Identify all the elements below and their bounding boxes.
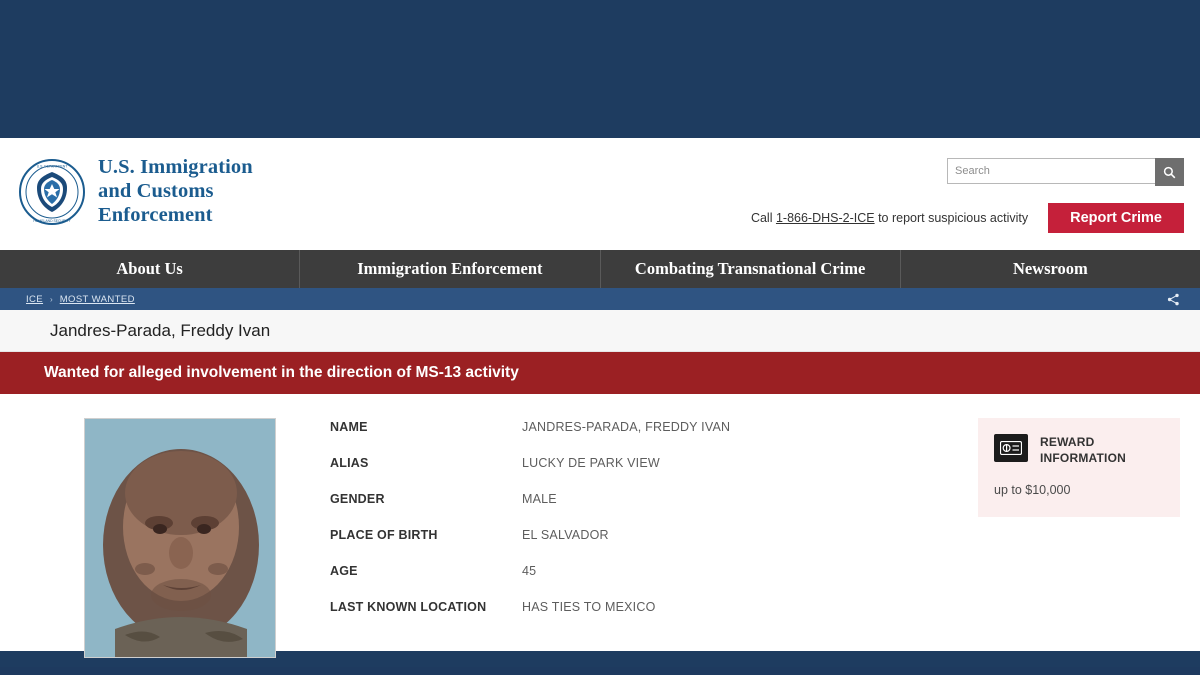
detail-value-gender: MALE <box>522 492 557 506</box>
tip-line-link[interactable]: 1-866-DHS-2-ICE <box>775 211 875 225</box>
wanted-person-photo <box>84 418 276 658</box>
brand-line-2: and Customs <box>98 179 214 202</box>
nav-item-immigration-enforcement[interactable]: Immigration Enforcement <box>300 250 600 288</box>
wanted-banner-text: Wanted for alleged involvement in the direction of MS-13 activity <box>44 364 519 381</box>
reward-title: REWARD INFORMATION <box>1040 435 1126 466</box>
money-bill-icon <box>994 434 1028 462</box>
detail-label-place-of-birth: PLACE OF BIRTH <box>330 528 438 542</box>
reward-panel <box>978 418 1180 517</box>
page-title-bar <box>0 310 1200 352</box>
search-box[interactable] <box>751 158 1184 186</box>
wanted-banner <box>0 352 1200 394</box>
brand-line-1: U.S. Immigration <box>98 156 253 178</box>
detail-label-last-known-location: LAST KNOWN LOCATION <box>330 600 487 614</box>
detail-label-age: AGE <box>330 564 358 578</box>
site-title <box>98 156 253 228</box>
detail-value-alias: LUCKY DE PARK VIEW <box>522 456 660 470</box>
breadcrumb-item-most-wanted[interactable]: MOST WANTED <box>59 293 135 305</box>
photo-container <box>0 394 276 651</box>
breadcrumb-item-ice[interactable]: ICE <box>26 293 44 305</box>
detail-label-name: NAME <box>330 420 368 434</box>
svg-text:HOMELAND SECURITY: HOMELAND SECURITY <box>33 218 71 223</box>
search-button[interactable] <box>1155 158 1184 186</box>
detail-value-age: 45 <box>522 564 537 578</box>
main-content <box>0 394 1200 651</box>
reward-amount: up to $10,000 <box>994 483 1071 498</box>
site-header <box>0 138 1200 250</box>
detail-row <box>330 528 1200 564</box>
contact-text <box>751 211 1028 225</box>
detail-value-name: JANDRES-PARADA, FREDDY IVAN <box>522 420 731 434</box>
detail-value-place-of-birth: EL SALVADOR <box>522 528 609 542</box>
detail-row <box>330 600 1200 636</box>
detail-row <box>330 564 1200 600</box>
page-title: Jandres-Parada, Freddy Ivan <box>50 320 271 340</box>
svg-text:U.S. DEPARTMENT: U.S. DEPARTMENT <box>36 164 68 169</box>
brand-line-3: Enforcement <box>98 203 213 226</box>
nav-item-newsroom[interactable]: Newsroom <box>1012 259 1088 278</box>
share-icon[interactable] <box>1167 293 1180 311</box>
dhs-seal-icon <box>18 158 86 226</box>
search-input[interactable] <box>947 158 1155 184</box>
search-icon <box>1163 166 1176 179</box>
nav-item-about-us[interactable]: About Us <box>0 250 300 288</box>
breadcrumb <box>0 288 1200 310</box>
breadcrumb-separator: › <box>50 294 53 304</box>
reward-header <box>994 434 1166 466</box>
contact-row <box>751 203 1184 233</box>
contact-suffix: to report suspicious activity <box>874 211 1029 225</box>
header-utility-area <box>751 158 1184 233</box>
detail-label-alias: ALIAS <box>330 456 369 470</box>
main-navigation <box>0 250 1200 288</box>
detail-value-last-known-location: HAS TIES TO MEXICO <box>522 600 656 614</box>
contact-prefix: Call <box>750 211 776 225</box>
site-brand[interactable] <box>0 138 253 228</box>
top-blue-band <box>0 0 1200 138</box>
nav-item-combating-transnational-crime[interactable]: Combating Transnational Crime <box>601 250 901 288</box>
detail-label-gender: GENDER <box>330 492 385 506</box>
report-crime-button[interactable]: Report Crime <box>1048 203 1184 233</box>
